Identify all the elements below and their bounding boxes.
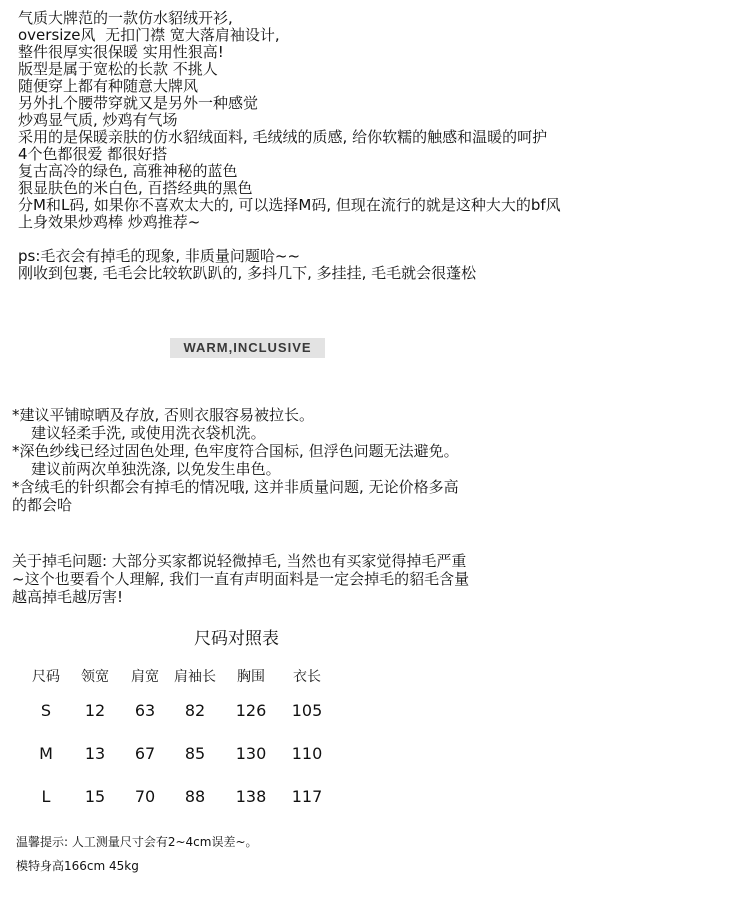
description-line: 上身效果炒鸡棒 炒鸡推荐~ xyxy=(18,213,201,231)
description-line: oversize风 无扣门襟 宽大落肩袖设计, xyxy=(18,26,280,44)
care-line: 建议轻柔手洗, 或使用洗衣袋机洗。 xyxy=(12,424,266,442)
header-shoulder-width: 肩宽 xyxy=(131,669,159,685)
measurement-tip: 温馨提示: 人工测量尺寸会有2~4cm误差~。 xyxy=(16,835,258,849)
description-line: 采用的是保暖亲肤的仿水貂绒面料, 毛绒绒的质感, 给你软糯的触感和温暖的呵护 xyxy=(18,128,548,146)
size-chart-table xyxy=(22,663,332,818)
table-row xyxy=(22,732,332,775)
table-cell: L xyxy=(41,787,51,806)
table-cell: 117 xyxy=(291,787,323,806)
table-cell: 85 xyxy=(184,744,206,763)
description-line: 气质大牌范的一款仿水貂绒开衫, xyxy=(18,9,233,27)
care-line: 建议前两次单独洗涤, 以免发生串色。 xyxy=(12,460,281,478)
description-line: 炒鸡显气质, 炒鸡有气场 xyxy=(18,111,178,129)
table-cell: 12 xyxy=(84,701,106,720)
ps-note: ps:毛衣会有掉毛的现象, 非质量问题哈~~ xyxy=(18,247,301,265)
description-line: 4个色都很爱 都很好搭 xyxy=(18,145,168,163)
care-line: *建议平铺晾晒及存放, 否则衣服容易被拉长。 xyxy=(12,406,315,424)
table-cell: 138 xyxy=(235,787,267,806)
table-cell: 70 xyxy=(134,787,156,806)
product-description xyxy=(18,10,728,282)
description-line: 随便穿上都有种随意大牌风 xyxy=(18,77,199,95)
header-shoulder-sleeve-length: 肩袖长 xyxy=(174,669,216,685)
table-cell: 63 xyxy=(134,701,156,720)
table-cell: 105 xyxy=(291,701,323,720)
warm-inclusive-badge: WARM,INCLUSIVE xyxy=(170,338,325,358)
shedding-line: ~这个也要看个人理解, 我们一直有声明面料是一定会掉毛的貂毛含量 xyxy=(12,570,470,588)
shedding-line: 越高掉毛越厉害! xyxy=(12,588,124,606)
ps-note-detail: 刚收到包裹, 毛毛会比较软趴趴的, 多抖几下, 多挂挂, 毛毛就会很蓬松 xyxy=(18,264,477,282)
description-line: 版型是属于宽松的长款 不挑人 xyxy=(18,60,218,78)
shedding-line: 关于掉毛问题: 大部分买家都说轻微掉毛, 当然也有买家觉得掉毛严重 xyxy=(12,552,467,570)
table-row xyxy=(22,689,332,732)
header-size: 尺码 xyxy=(32,669,60,685)
table-row xyxy=(22,775,332,818)
size-chart-title: 尺码对照表 xyxy=(194,629,279,649)
table-cell: 110 xyxy=(291,744,323,763)
size-chart-header-row xyxy=(22,663,332,689)
table-cell: 82 xyxy=(184,701,206,720)
table-cell: S xyxy=(40,701,52,720)
description-line: 狠显肤色的米白色, 百搭经典的黑色 xyxy=(18,179,253,197)
care-line: *深色纱线已经过固色处理, 色牢度符合国标, 但浮色问题无法避免。 xyxy=(12,442,459,460)
description-line: 复古高冷的绿色, 高雅神秘的蓝色 xyxy=(18,162,238,180)
table-cell: 130 xyxy=(235,744,267,763)
table-cell: M xyxy=(39,744,53,763)
blank-line xyxy=(18,231,728,248)
table-cell: 126 xyxy=(235,701,267,720)
header-length: 衣长 xyxy=(293,669,321,685)
description-line: 另外扎个腰带穿就又是另外一种感觉 xyxy=(18,94,259,112)
model-info: 模特身高166cm 45kg xyxy=(16,859,139,873)
care-instructions xyxy=(12,406,612,514)
description-line: 整件很厚实很保暖 实用性狠高! xyxy=(18,43,224,61)
shedding-note xyxy=(12,552,612,606)
table-cell: 13 xyxy=(84,744,106,763)
table-cell: 67 xyxy=(134,744,156,763)
table-cell: 15 xyxy=(84,787,106,806)
care-line: 的都会哈 xyxy=(12,496,73,514)
header-chest: 胸围 xyxy=(237,669,265,685)
care-line: *含绒毛的针织都会有掉毛的情况哦, 这并非质量问题, 无论价格多高 xyxy=(12,478,459,496)
header-collar-width: 领宽 xyxy=(81,669,109,685)
table-cell: 88 xyxy=(184,787,206,806)
description-line: 分M和L码, 如果你不喜欢太大的, 可以选择M码, 但现在流行的就是这种大大的bf风 xyxy=(18,196,561,214)
